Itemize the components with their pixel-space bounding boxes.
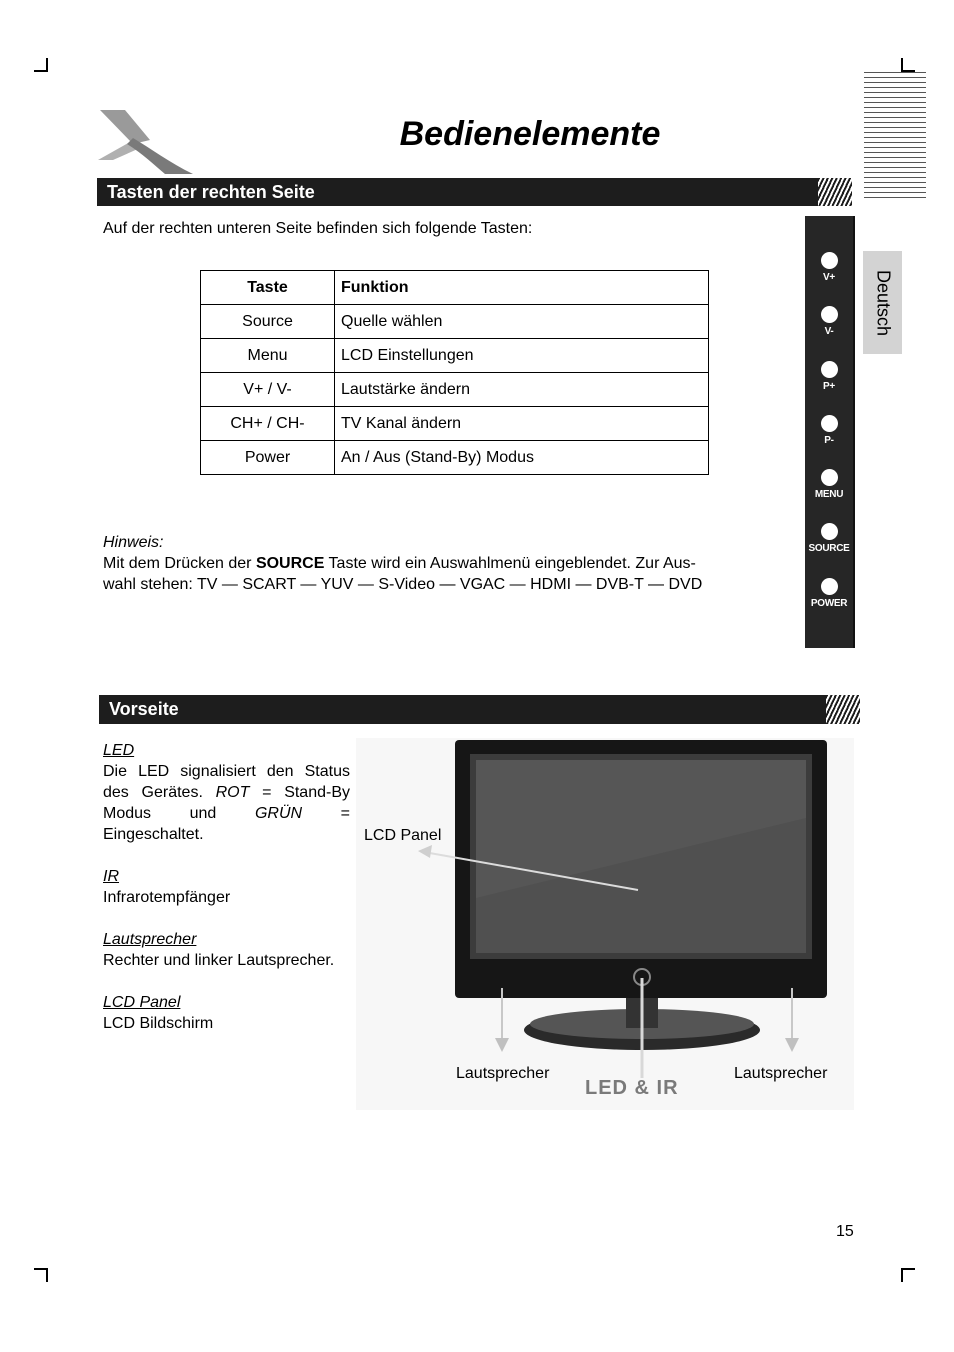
- button-dot: [821, 415, 838, 432]
- side-button-panel: [805, 216, 855, 648]
- page-number: 15: [836, 1223, 854, 1240]
- note-line-1: [103, 553, 793, 574]
- section-heading-right-side-keys: [97, 178, 852, 206]
- figure-label-led-ir: LED & IR: [585, 1077, 679, 1099]
- front-descriptions: [103, 740, 350, 1034]
- table-header-row: [201, 271, 709, 305]
- ir-title: IR: [103, 868, 119, 885]
- led-description: [103, 761, 350, 845]
- crop-mark-top-right: [901, 58, 915, 72]
- heading-hatch: [826, 695, 860, 724]
- button-dot: [821, 578, 838, 595]
- note-line-2: wahl stehen: TV — SCART — YUV — S-Video — VGAC — HDMI — DVB-T — DVD: [103, 576, 703, 593]
- note-block: [103, 532, 793, 595]
- speaker-title: Lautsprecher: [103, 931, 197, 948]
- crop-mark-bottom-left: [34, 1268, 48, 1282]
- intro-text: Auf der rechten unteren Seite befinden sich folgende Tasten:: [103, 220, 533, 237]
- panel-button-menu: [805, 469, 853, 500]
- section-heading-front: [99, 695, 860, 724]
- note-text-before: Mit dem Drücken der: [103, 555, 256, 572]
- button-label: MENU: [814, 489, 844, 500]
- led-title: LED: [103, 742, 135, 759]
- panel-button-source: [805, 523, 853, 554]
- figure-label-lcd-panel: LCD Panel: [364, 827, 442, 844]
- panel-button-prog-up: [805, 361, 853, 392]
- note-label: Hinweis:: [103, 534, 164, 551]
- language-tab: [863, 251, 902, 354]
- table-cell-key: Power: [201, 441, 335, 475]
- led-text-1: Die LED signalisiert den Status des Gerätes.: [103, 763, 350, 801]
- heading-hatch: [818, 178, 852, 206]
- panel-button-power: [805, 578, 853, 609]
- crop-mark-bottom-right: [901, 1268, 915, 1282]
- panel-button-vol-up: [805, 252, 853, 283]
- led-green: GRÜN: [254, 805, 303, 822]
- speaker-description: Rechter und linker Lautsprecher.: [103, 952, 335, 969]
- table-cell-key: Source: [201, 305, 335, 339]
- table-row: [201, 373, 709, 407]
- led-text-3: = Eingeschaltet.: [103, 805, 350, 843]
- table-row: [201, 407, 709, 441]
- section-heading-text: Tasten der rechten Seite: [107, 182, 315, 202]
- button-label: V-: [824, 326, 834, 337]
- table-cell-function: TV Kanal ändern: [335, 407, 709, 441]
- button-dot: [821, 252, 838, 269]
- page-title: Bedienelemente: [399, 115, 661, 153]
- led-text-2: = Stand-By Modus und: [103, 784, 350, 822]
- lcd-description: LCD Bildschirm: [103, 1015, 214, 1032]
- tv-front-illustration: [356, 738, 854, 1110]
- ir-description: Infrarotempfänger: [103, 889, 231, 906]
- button-dot: [821, 361, 838, 378]
- table-row: [201, 441, 709, 475]
- table-row: [201, 305, 709, 339]
- table-header-cell: Taste: [201, 271, 335, 305]
- section-heading-text: Vorseite: [109, 699, 179, 719]
- panel-button-prog-down: [805, 415, 853, 446]
- table-cell-function: LCD Einstellungen: [335, 339, 709, 373]
- button-label: SOURCE: [808, 543, 850, 554]
- table-cell-function: An / Aus (Stand-By) Modus: [335, 441, 709, 475]
- led-red: ROT: [215, 784, 250, 801]
- table-header-cell: Funktion: [335, 271, 709, 305]
- table-row: [201, 339, 709, 373]
- language-tab-label: Deutsch: [873, 269, 893, 336]
- note-text-bold: SOURCE: [255, 555, 325, 572]
- table-cell-key: CH+ / CH-: [201, 407, 335, 441]
- crop-mark-top-left: [34, 58, 48, 72]
- button-dot: [821, 469, 838, 486]
- keys-table: [200, 270, 709, 475]
- button-dot: [821, 306, 838, 323]
- button-label: V+: [823, 272, 835, 283]
- button-label: P+: [823, 381, 835, 392]
- table-cell-function: Lautstärke ändern: [335, 373, 709, 407]
- button-label: POWER: [810, 598, 848, 609]
- note-text-after: Taste wird ein Auswahlmenü eingeblendet. Zur Aus-: [324, 555, 696, 572]
- table-cell-key: V+ / V-: [201, 373, 335, 407]
- table-cell-function: Quelle wählen: [335, 305, 709, 339]
- lcd-title: LCD Panel: [103, 994, 181, 1011]
- panel-button-vol-down: [805, 306, 853, 337]
- button-label: P-: [824, 435, 834, 446]
- figure-label-speaker-left: Lautsprecher: [456, 1065, 550, 1082]
- button-dot: [821, 523, 838, 540]
- figure-label-speaker-right: Lautsprecher: [734, 1065, 828, 1082]
- table-cell-key: Menu: [201, 339, 335, 373]
